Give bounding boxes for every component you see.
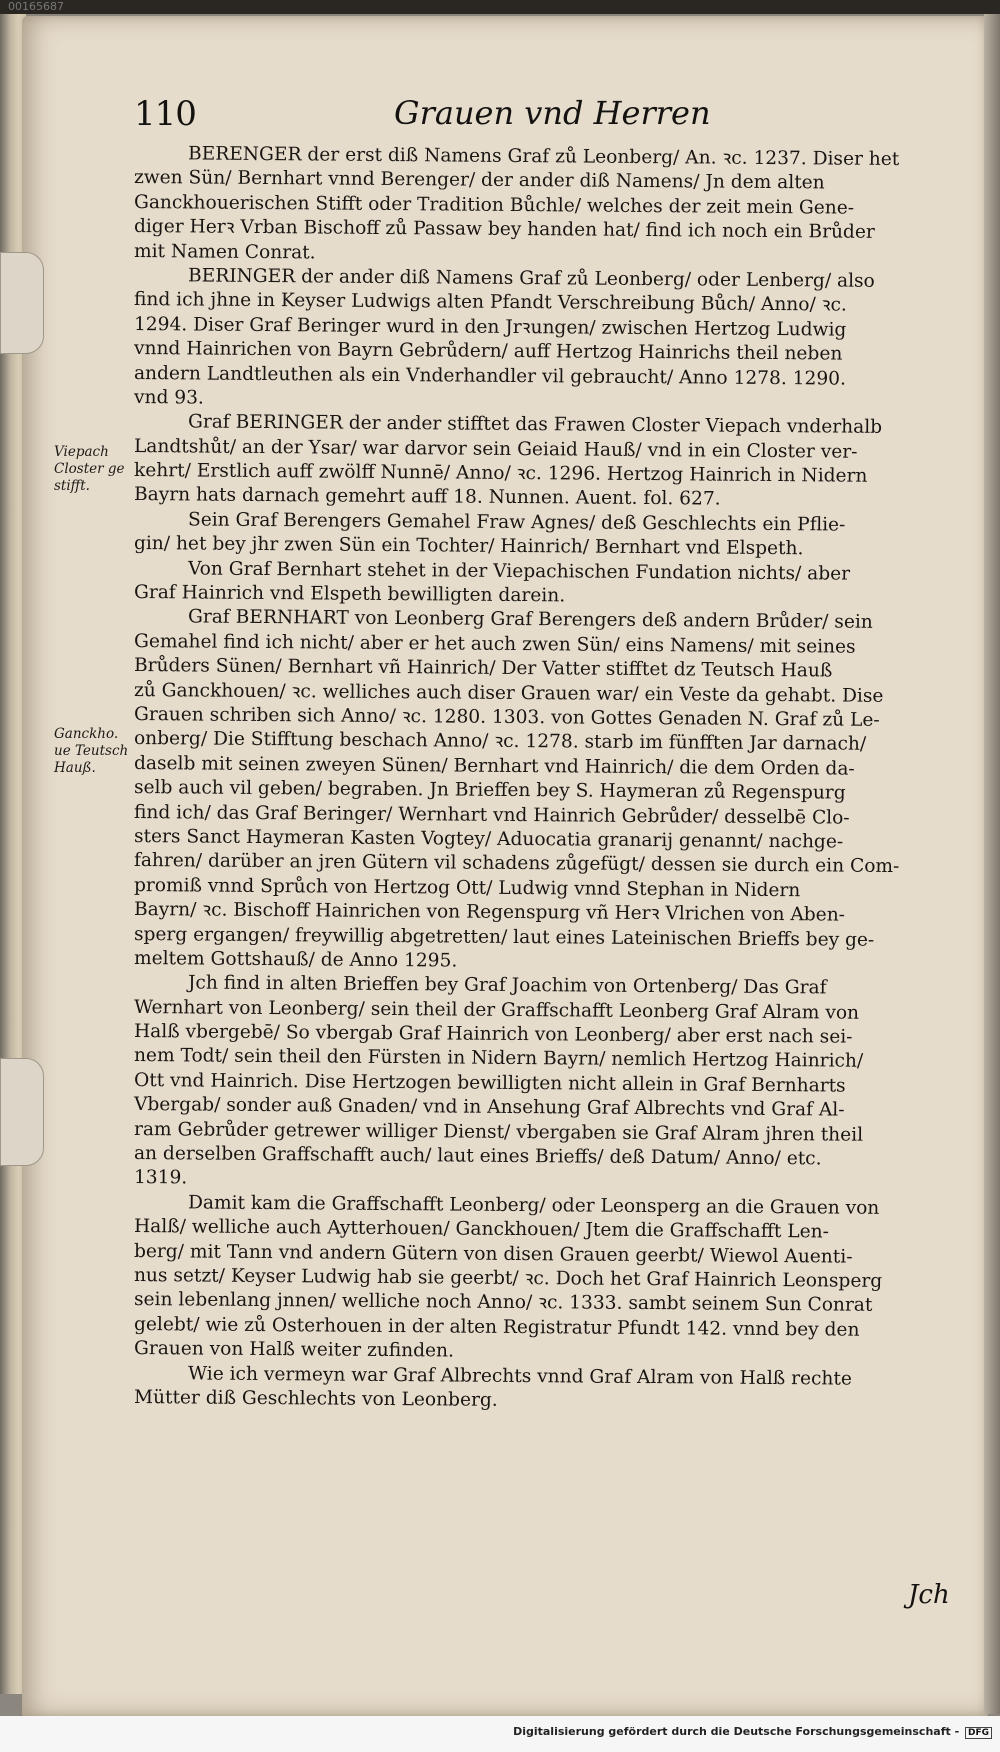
- text-line: sperg ergangen/ freywillig abgetretten/ laut eines Lateinischen Brieffs bey ge-: [133, 923, 875, 951]
- page-number: 110: [134, 94, 196, 134]
- text-line: andern Landtleuthen als ein Vnderhandler vil gebraucht/ Anno 1278. 1290.: [133, 362, 847, 390]
- text-line: meltem Gottshauß/ de Anno 1295.: [133, 947, 458, 972]
- text-line: gelebt/ wie zů Osterhouen in der alten Registratur Pfundt 142. vnnd bey den: [133, 1313, 860, 1341]
- text-line: vnnd Hainrichen von Bayrn Gebrůdern/ auff Hertzog Hainrichs theil neben: [133, 338, 843, 365]
- text-line: Gemahel find ich nicht/ aber er het auch zwen Sün/ eins Namens/ mit seines: [133, 630, 856, 658]
- text-line: daselb mit seinen zweyen Sünen/ Bernhart vnd Hainrich/ die dem Orden da-: [133, 752, 855, 780]
- text-line: BERENGER der erst diß Namens Graf zů Leonberg/ An. ꝛc. 1237. Diser het: [187, 143, 900, 171]
- text-line: zů Ganckhouen/ ꝛc. welliches auch diser Grauen war/ ein Veste da gehabt. Dise: [133, 679, 884, 707]
- text-line: Ganckhouerischen Stifft oder Tradition Bůchle/ welches der zeit mein Gene-: [133, 191, 855, 219]
- text-line: nem Todt/ sein theil den Fürsten in Nidern Bayrn/ nemlich Hertzog Hainrich/: [133, 1045, 864, 1073]
- text-line: onberg/ Die Stifftung beschach Anno/ ꝛc. 1278. starb im fünfften Jar darnach/: [133, 728, 867, 756]
- text-line: sters Sanct Haymeran Kasten Vogtey/ Aduocatia granarij genannt/ nachge-: [133, 825, 844, 853]
- text-line: Ott vnd Hainrich. Dise Hertzogen bewilligten nicht allein in Graf Bernharts: [133, 1069, 846, 1097]
- text-line: Mütter diß Geschlechts von Leonberg.: [133, 1386, 498, 1411]
- text-line: Graf BERNHART von Leonberg Graf Berengers deß andern Brůder/ sein: [187, 606, 873, 634]
- text-line: Landtshůt/ an der Ysar/ war darvor sein Geiaid Hauß/ vnd in ein Closter ver-: [133, 435, 858, 463]
- text-line: Damit kam die Graffschafft Leonberg/ oder Leonsperg an die Grauen von: [187, 1192, 880, 1219]
- text-line: 1319.: [133, 1167, 188, 1189]
- text-line: Bayrn/ ꝛc. Bischoff Hainrichen von Regenspurg vñ Herꝛ Vlrichen von Aben-: [133, 899, 846, 926]
- body-text: [134, 142, 954, 1410]
- text-line: Brůders Sünen/ Bernhart vñ Hainrich/ Der Vatter stifftet dz Teutsch Hauß: [133, 655, 833, 682]
- binding-clasp-upper: [0, 252, 44, 354]
- text-line: kehrt/ Erstlich auff zwölff Nunnē/ Anno/ ꝛc. 1296. Hertzog Hainrich in Nidern: [133, 460, 868, 487]
- catchword: Jch: [908, 1580, 950, 1610]
- text-line: vnd 93.: [133, 386, 204, 409]
- footer-bar: [0, 1716, 1000, 1752]
- text-line: Vbergab/ sonder auß Gnaden/ vnd in Ansehung Graf Albrechts vnd Graf Al-: [133, 1094, 845, 1121]
- page-stack-edge: [984, 14, 1000, 1714]
- text-line: Von Graf Bernhart stehet in der Viepachischen Fundation nichts/ aber: [187, 558, 851, 585]
- credit-text: Digitalisierung gefördert durch die Deutsche Forschungsgemeinschaft -: [513, 1725, 960, 1738]
- text-line: 1294. Diser Graf Beringer wurd in den Jrꝛungen/ zwischen Hertzog Ludwig: [133, 313, 847, 341]
- text-line: Halß vbergebē/ So vbergab Graf Hainrich von Leonberg/ aber erst nach sei-: [133, 1021, 853, 1048]
- margin-note-viepach: Viepach Closter ge stifft.: [54, 444, 125, 494]
- text-line: an derselben Graffschafft auch/ laut eines Brieffs/ deß Datum/ Anno/ etc.: [133, 1143, 822, 1170]
- text-line: fahren/ darüber an jren Gütern vil schadens zůgefügt/ dessen sie durch ein Com-: [133, 850, 900, 878]
- text-line: BERINGER der ander diß Namens Graf zů Leonberg/ oder Lenberg/ also: [187, 265, 875, 292]
- text-line: nus setzt/ Keyser Ludwig hab sie geerbt/ ꝛc. Doch het Graf Hainrich Leonsperg: [133, 1264, 883, 1292]
- text-line: Grauen von Halß weiter zufinden.: [133, 1338, 455, 1362]
- text-line: sein lebenlang jnnen/ welliche noch Anno/ ꝛc. 1333. sambt seinem Sun Conrat: [133, 1289, 873, 1317]
- scan-id: 00165687: [8, 0, 64, 13]
- text-line: Wernhart von Leonberg/ sein theil der Graffschafft Leonberg Graf Alram von: [133, 996, 860, 1024]
- text-line: berg/ mit Tann vnd andern Gütern von disen Grauen geerbt/ Wiewol Auenti-: [133, 1240, 853, 1268]
- running-title: Grauen vnd Herren: [394, 94, 711, 132]
- text-line: find ich jhne in Keyser Ludwigs alten Pfandt Verschreibung Bůch/ Anno/ ꝛc.: [133, 289, 847, 316]
- dfg-logo: DFG: [965, 1727, 992, 1739]
- text-line: zwen Sün/ Bernhart vnnd Berenger/ der ander diß Namens/ Jn dem alten: [133, 167, 825, 194]
- text-line: gin/ het bey jhr zwen Sün ein Tochter/ Hainrich/ Bernhart vnd Elspeth.: [133, 533, 804, 560]
- margin-note-ganckhouen: Ganckho. ue Teutsch Hauß.: [54, 726, 129, 776]
- text-line: promiß vnnd Sprůch von Hertzog Ott/ Ludwig vnnd Stephan in Nidern: [133, 874, 801, 901]
- text-line: Sein Graf Berengers Gemahel Fraw Agnes/ deß Geschlechts ein Pflie-: [187, 509, 846, 536]
- text-line: find ich/ das Graf Beringer/ Wernhart vnd Hainrich Gebrůder/ desselbē Clo-: [133, 801, 850, 829]
- text-line: Jch find in alten Brieffen bey Graf Joachim von Ortenberg/ Das Graf: [187, 972, 827, 999]
- text-line: diger Herꝛ Vrban Bischoff zů Passaw bey handen hat/ find ich noch ein Brůder: [133, 216, 875, 243]
- text-line: Graf BERINGER der ander stifftet das Frawen Closter Viepach vnderhalb: [187, 411, 883, 439]
- text-line: selb auch vil geben/ begraben. Jn Brieffen bey S. Haymeran zů Regenspurg: [133, 777, 846, 804]
- text-line: ram Gebrůder getrewer williger Dienst/ vbergaben sie Graf Alram jhren theil: [133, 1118, 864, 1146]
- text-line: Graf Hainrich vnd Elspeth bewilligten darein.: [133, 582, 566, 607]
- top-strip: [0, 0, 1000, 14]
- binding-clasp-lower: [0, 1058, 44, 1166]
- text-line: Bayrn hats darnach gemehrt auff 18. Nunnen. Auent. fol. 627.: [133, 484, 721, 511]
- digitization-credit: [513, 1725, 992, 1738]
- text-line: Wie ich vermeyn war Graf Albrechts vnnd Graf Alram von Halß rechte: [187, 1362, 852, 1390]
- text-line: Halß/ welliche auch Aytterhouen/ Ganckhouen/ Jtem die Graffschafft Len-: [133, 1216, 830, 1243]
- text-line: Grauen schriben sich Anno/ ꝛc. 1280. 1303. von Gottes Genaden N. Graf zů Le-: [133, 703, 880, 731]
- text-line: mit Namen Conrat.: [133, 240, 316, 263]
